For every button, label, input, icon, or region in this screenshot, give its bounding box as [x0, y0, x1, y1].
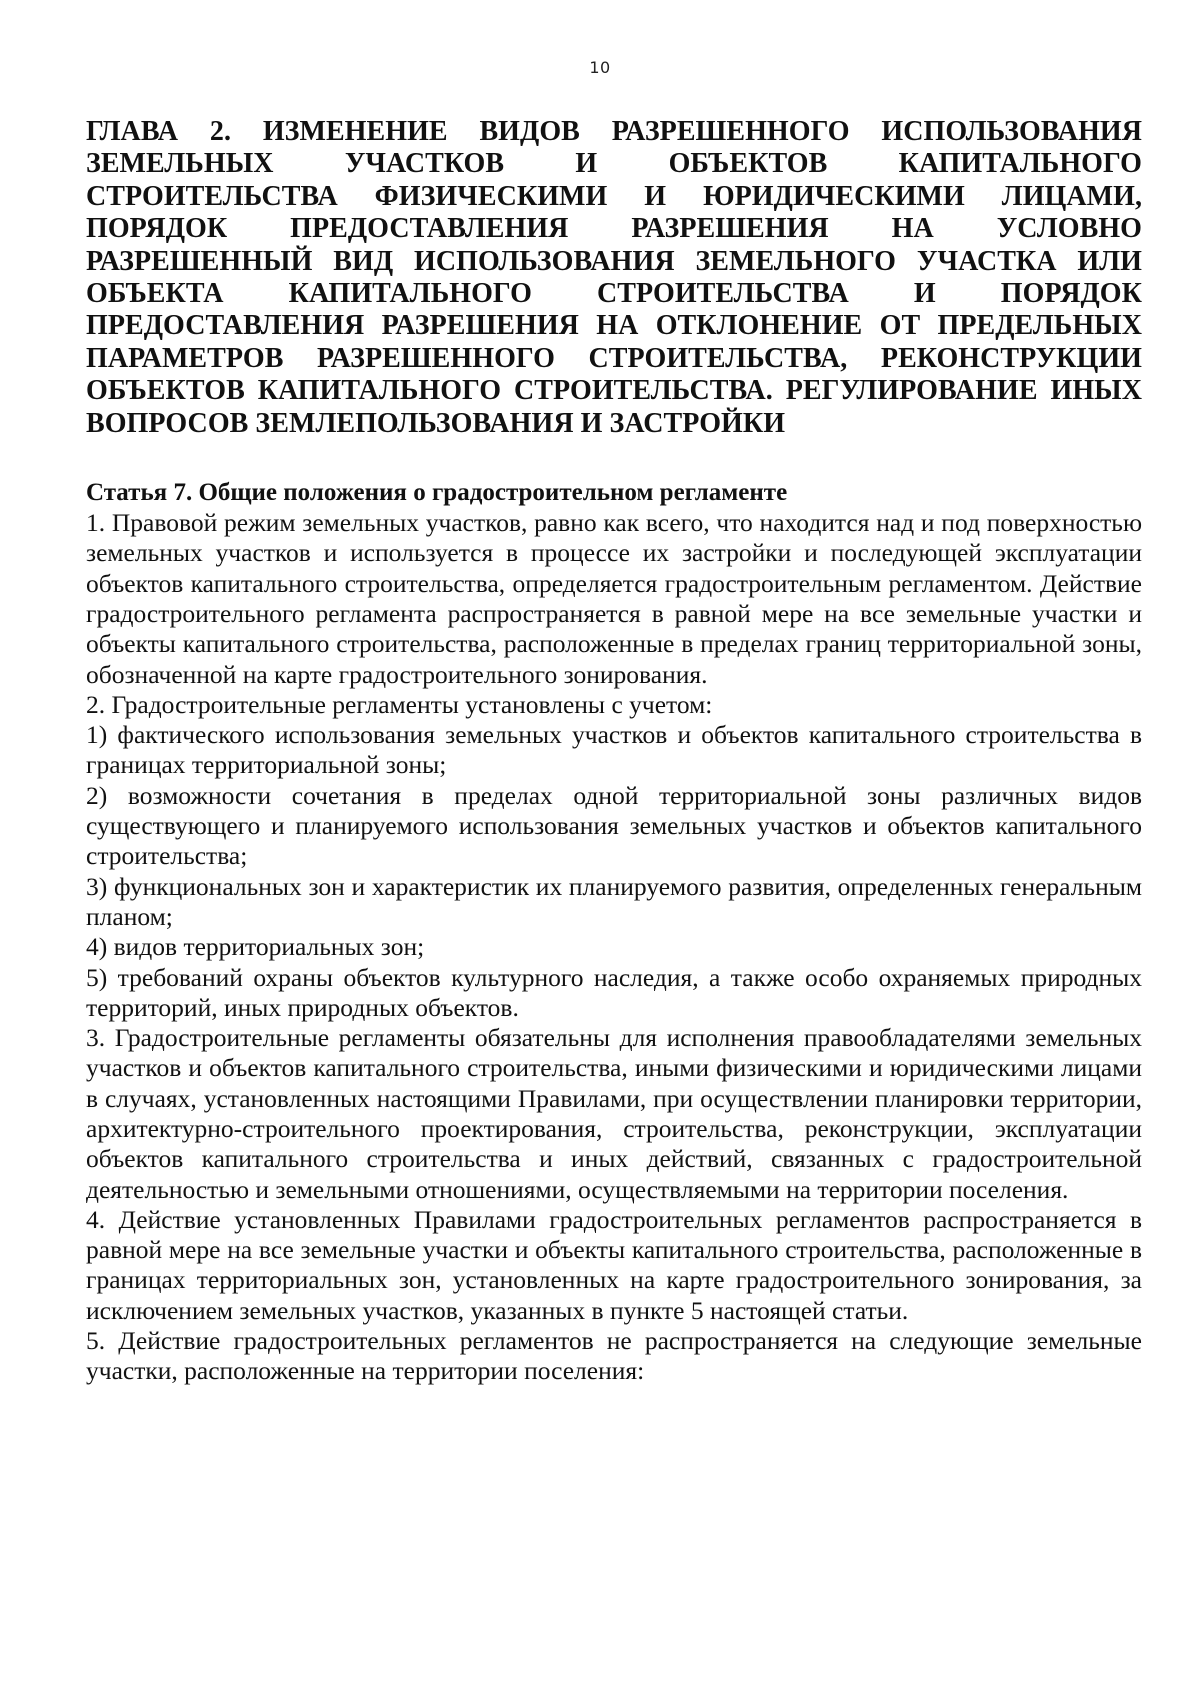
paragraph-3: 3. Градостроительные регламенты обязательны для исполнения правообладателями земельных участков и объектов капитального строительства, иными физическими и юридическими лицами в случаях, установленных настоящими Правилами, при осуществлении планировки территории, архитектурно-строительного проектирования, строительства, реконструкции, эксплуатации объектов капитального строительства и иных действий, связанных с градостроительной деятельностью и земельными отношениями, осуществляемыми на территории поселения. — [86, 1023, 1142, 1204]
list-item-4: 4) видов территориальных зон; — [86, 932, 425, 962]
article-title: Статья 7. Общие положения о градостроительном регламенте — [86, 479, 788, 507]
paragraph-5: 5. Действие градостроительных регламентов не распространяется на следующие земельные участки, расположенные на территории поселения: — [86, 1326, 1142, 1386]
paragraph-1: 1. Правовой режим земельных участков, равно как всего, что находится над и под поверхностью земельных участков и используется в процессе их застройки и последующей эксплуатации объектов капитального строительства, определяется градостроительным регламентом. Действие градостроительного регламента распространяется в равной мере на все земельные участки и объекты капитального строительства, расположенные в пределах границ территориальной зоны, обозначенной на карте градостроительного зонирования. — [86, 508, 1142, 689]
paragraph-2: 2. Градостроительные регламенты установлены с учетом: — [86, 689, 713, 719]
list-item-3: 3) функциональных зон и характеристик их планируемого развития, определенных генеральным планом; — [86, 871, 1142, 931]
list-item-5: 5) требований охраны объектов культурного наследия, а также особо охраняемых природных территорий, иных природных объектов. — [86, 962, 1142, 1022]
chapter-title: ГЛАВА 2. ИЗМЕНЕНИЕ ВИДОВ РАЗРЕШЕННОГО ИСПОЛЬЗОВАНИЯ ЗЕМЕЛЬНЫХ УЧАСТКОВ И ОБЪЕКТОВ КАПИТАЛЬНОГО СТРОИТЕЛЬСТВА ФИЗИЧЕСКИМИ И ЮРИДИЧЕСКИМИ ЛИЦАМИ, ПОРЯДОК ПРЕДОСТАВЛЕНИЯ РАЗРЕШЕНИЯ НА УСЛОВНО РАЗРЕШЕННЫЙ ВИД ИСПОЛЬЗОВАНИЯ ЗЕМЕЛЬНОГО УЧАСТКА ИЛИ ОБЪЕКТА КАПИТАЛЬНОГО СТРОИТЕЛЬСТВА И ПОРЯДОК ПРЕДОСТАВЛЕНИЯ РАЗРЕШЕНИЯ НА ОТКЛОНЕНИЕ ОТ ПРЕДЕЛЬНЫХ ПАРАМЕТРОВ РАЗРЕШЕННОГО СТРОИТЕЛЬСТВА, РЕКОНСТРУКЦИИ ОБЪЕКТОВ КАПИТАЛЬНОГО СТРОИТЕЛЬСТВА. РЕГУЛИРОВАНИЕ ИНЫХ ВОПРОСОВ ЗЕМЛЕПОЛЬЗОВАНИЯ И ЗАСТРОЙКИ — [86, 116, 1142, 439]
paragraph-4: 4. Действие установленных Правилами градостроительных регламентов распространяется в равной мере на все земельные участки и объекты капитального строительства, расположенные в границах территориальных зон, установленных на карте градостроительного зонирования, за исключением земельных участков, указанных в пункте 5 настоящей статьи. — [86, 1204, 1142, 1325]
page-number: 10 — [589, 58, 611, 77]
list-item-2: 2) возможности сочетания в пределах одной территориальной зоны различных видов существующего и планируемого использования земельных участков и объектов капитального строительства; — [86, 780, 1142, 871]
page-content — [86, 116, 1142, 1387]
list-item-1: 1) фактического использования земельных участков и объектов капитального строительства в границах территориальной зоны; — [86, 720, 1142, 780]
